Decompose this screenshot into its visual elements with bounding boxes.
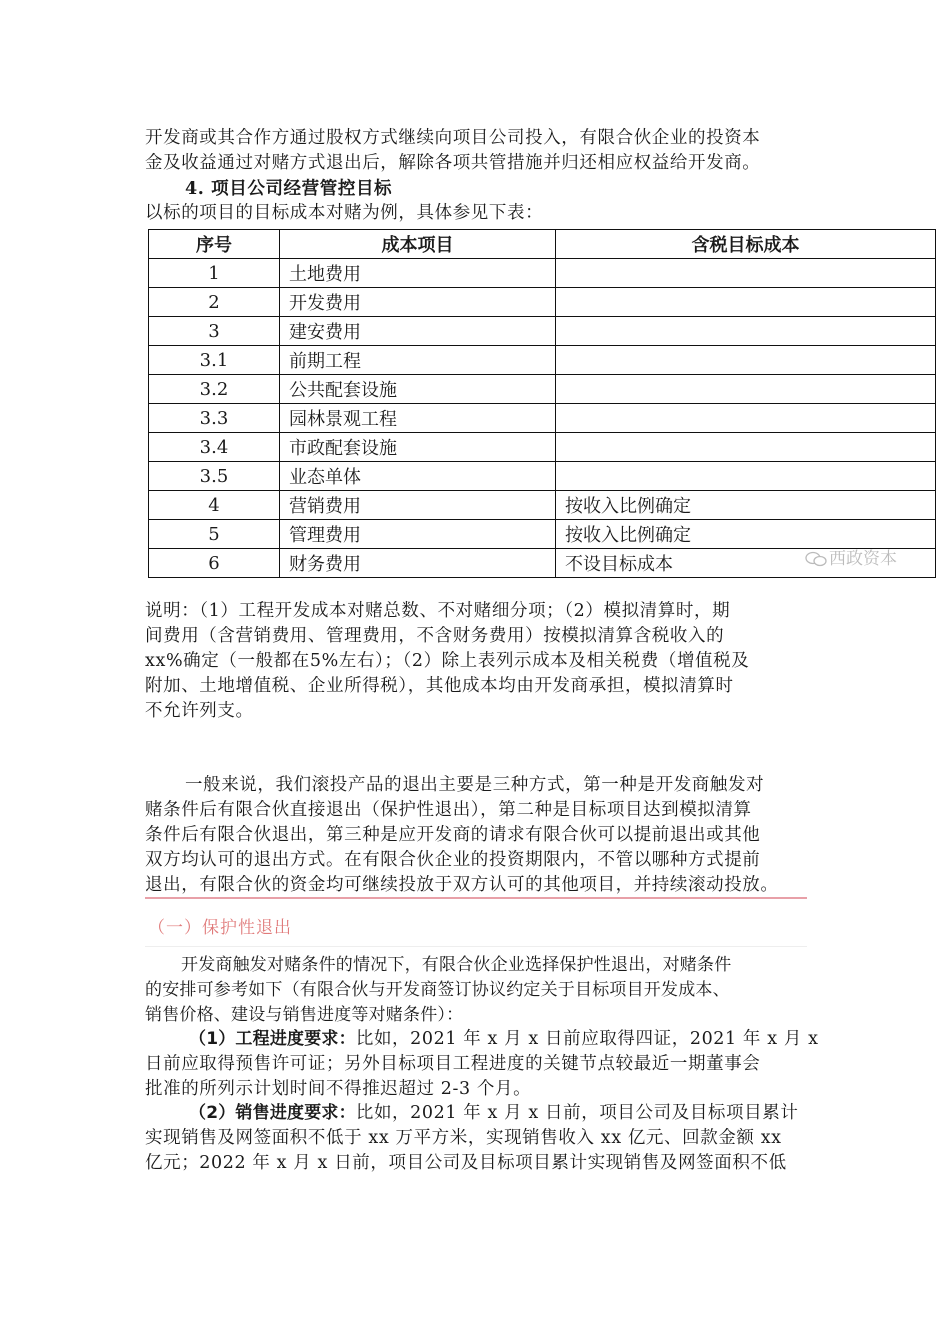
paragraph-line: 开发商触发对赌条件的情况下，有限合伙企业选择保护性退出，对赌条件	[181, 955, 732, 975]
section-divider	[145, 946, 807, 947]
cell-target: 不设目标成本	[556, 549, 936, 578]
cell-seq: 3.4	[149, 433, 280, 462]
cell-target	[556, 433, 936, 462]
cell-target	[556, 288, 936, 317]
item-label: （1）工程进度要求：	[189, 1029, 356, 1049]
cell-target	[556, 375, 936, 404]
paragraph-line: 双方均认可的退出方式。在有限合伙企业的投资期限内，不管以哪种方式提前	[145, 850, 761, 870]
cell-seq: 3	[149, 317, 280, 346]
table-row	[149, 346, 936, 375]
table-row	[149, 404, 936, 433]
paragraph-line: 退出，有限合伙的资金均可继续投放于双方认可的其他项目，并持续滚动投放。	[145, 875, 779, 895]
cell-item: 前期工程	[280, 346, 556, 375]
cell-seq: 6	[149, 549, 280, 578]
cell-item: 开发费用	[280, 288, 556, 317]
wechat-watermark	[805, 544, 897, 569]
table-header-row	[149, 230, 936, 259]
item-label: （2）销售进度要求：	[189, 1103, 356, 1123]
cell-item: 业态单体	[280, 462, 556, 491]
item-line: 亿元；2022 年 x 月 x 日前，项目公司及目标项目累计实现销售及网签面积不低	[145, 1153, 787, 1173]
cell-target	[556, 259, 936, 288]
note-line: 附加、土地增值税、企业所得税），其他成本均由开发商承担，模拟清算时	[145, 676, 734, 696]
paragraph-line: 销售价格、建设与销售进度等对赌条件）：	[145, 1005, 464, 1025]
cell-seq: 3.5	[149, 462, 280, 491]
section-heading-4: 4. 项目公司经营管控目标	[185, 179, 393, 199]
paragraph-line: 的安排可参考如下（有限合伙与开发商签订协议约定关于目标项目开发成本、	[145, 980, 730, 1000]
intro-line: 开发商或其合作方通过股权方式继续向项目公司投入，有限合伙企业的投资本	[145, 128, 761, 148]
cell-seq: 3.2	[149, 375, 280, 404]
item-first-line	[145, 1101, 810, 1126]
table-row	[149, 259, 936, 288]
item-first-line	[145, 1027, 819, 1052]
paragraph-line: 一般来说，我们滚投产品的退出主要是三种方式，第一种是开发商触发对	[185, 775, 765, 795]
cell-item: 园林景观工程	[280, 404, 556, 433]
item-line: 日前应取得预售许可证；另外目标项目工程进度的关键节点较最近一期董事会	[145, 1054, 761, 1074]
paragraph-line: 赌条件后有限合伙直接退出（保护性退出），第二种是目标项目达到模拟清算	[145, 800, 752, 820]
header-target: 含税目标成本	[556, 230, 936, 259]
intro-line: 金及收益通过对赌方式退出后，解除各项共管措施并归还相应权益给开发商。	[145, 153, 761, 173]
note-line: 间费用（含营销费用、管理费用，不含财务费用）按模拟清算含税收入的	[145, 626, 725, 646]
wechat-icon	[805, 551, 827, 567]
cell-target	[556, 317, 936, 346]
cell-item: 建安费用	[280, 317, 556, 346]
intro-paragraph	[145, 126, 810, 176]
cell-seq: 1	[149, 259, 280, 288]
cell-seq: 3.1	[149, 346, 280, 375]
table-row	[149, 462, 936, 491]
item-line: 实现销售及网签面积不低于 xx 万平方米，实现销售收入 xx 亿元、回款金额 xx	[145, 1128, 782, 1148]
table-row	[149, 433, 936, 462]
note-line: xx%确定（一般都在5%左右）；（2）除上表列示成本及相关税费（增值税及	[145, 651, 750, 671]
cell-seq: 4	[149, 491, 280, 520]
paragraph-line: 条件后有限合伙退出，第三种是应开发商的请求有限合伙可以提前退出或其他	[145, 825, 761, 845]
cell-target	[556, 404, 936, 433]
cell-target: 按收入比例确定	[556, 491, 936, 520]
table-row	[149, 317, 936, 346]
cell-target	[556, 346, 936, 375]
section-title-protective-exit: （一）保护性退出	[148, 918, 292, 938]
item-text: 比如，2021 年 x 月 x 日前，项目公司及目标项目累计	[355, 1103, 799, 1123]
cell-item: 公共配套设施	[280, 375, 556, 404]
cell-item: 土地费用	[280, 259, 556, 288]
cell-item: 营销费用	[280, 491, 556, 520]
note-paragraph	[145, 599, 810, 724]
note-line: 说明：（1）工程开发成本对赌总数、不对赌细分项；（2）模拟清算时，期	[145, 601, 731, 621]
table-row	[149, 491, 936, 520]
cell-item: 市政配套设施	[280, 433, 556, 462]
cell-item: 管理费用	[280, 520, 556, 549]
header-seq: 序号	[149, 230, 280, 259]
cell-item: 财务费用	[280, 549, 556, 578]
cell-target: 按收入比例确定	[556, 520, 936, 549]
note-line: 不允许列支。	[145, 701, 254, 721]
exit-overview-paragraph	[145, 773, 810, 898]
table-row	[149, 288, 936, 317]
watermark-text: 西政资本	[829, 549, 897, 569]
item-text: 比如，2021 年 x 月 x 日前应取得四证，2021 年 x 月 x	[355, 1029, 819, 1049]
table-row	[149, 375, 936, 404]
target-cost-table	[148, 229, 936, 578]
cell-seq: 5	[149, 520, 280, 549]
table-intro: 以标的项目的目标成本对赌为例，具体参见下表：	[145, 203, 544, 223]
sales-progress-item	[145, 1101, 810, 1176]
protective-exit-paragraph	[145, 953, 810, 1028]
construction-progress-item	[145, 1027, 819, 1102]
cell-target	[556, 462, 936, 491]
cell-seq: 3.3	[149, 404, 280, 433]
item-line: 批准的所列示计划时间不得推迟超过 2-3 个月。	[145, 1079, 532, 1099]
header-item: 成本项目	[280, 230, 556, 259]
accent-divider	[145, 897, 807, 899]
cell-seq: 2	[149, 288, 280, 317]
